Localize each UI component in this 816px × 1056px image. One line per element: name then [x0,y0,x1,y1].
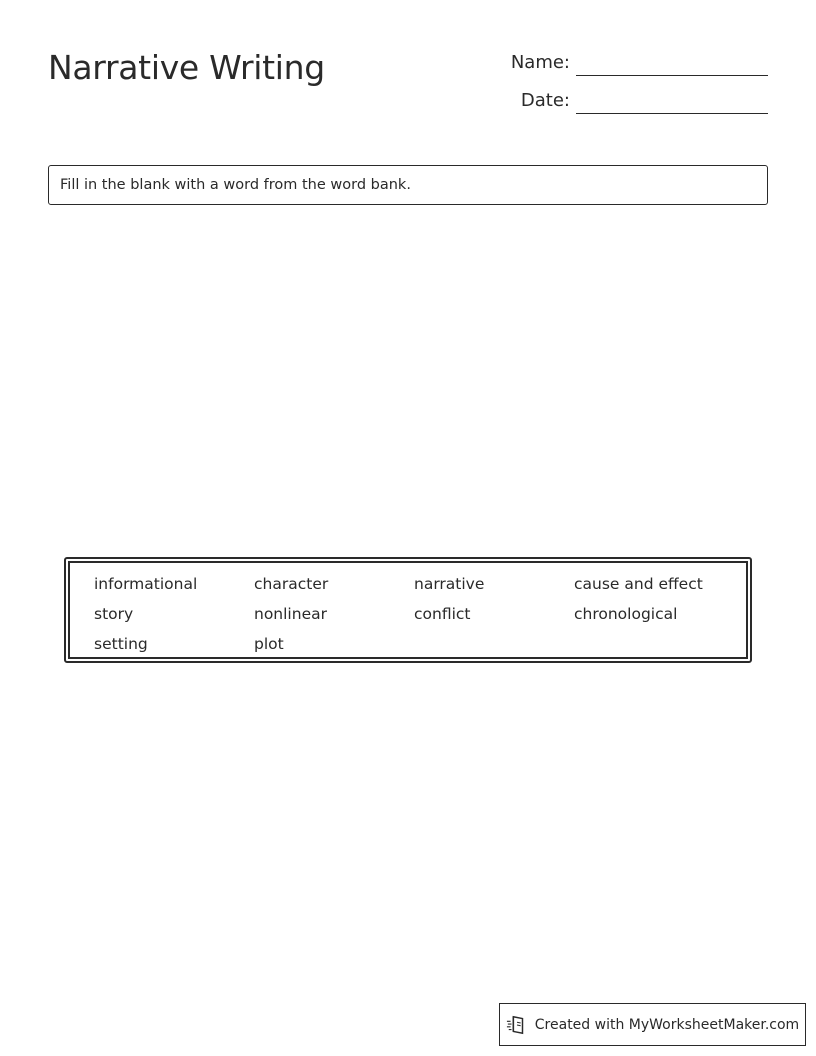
date-label: Date: [520,90,570,111]
word-bank-item: chronological [574,605,678,623]
word-bank-item: setting [94,635,148,653]
word-bank-item: story [94,605,134,623]
word-bank-item: plot [254,635,284,653]
word-bank [64,557,752,663]
word-bank-grid [68,561,748,659]
name-label: Name: [510,52,570,73]
book-icon [506,1014,528,1036]
word-bank-item: informational [94,575,198,593]
word-bank-item: character [254,575,329,593]
word-bank-item: conflict [414,605,471,623]
date-field [521,90,768,112]
name-field [511,52,768,74]
word-bank-item: cause and effect [574,575,703,593]
footer-text: Created with MyWorksheetMaker.com [534,1016,800,1033]
date-blank-line[interactable] [576,113,768,114]
instructions-box [48,165,768,205]
footer-credit[interactable] [499,1003,806,1046]
page-title: Narrative Writing [48,48,325,87]
word-bank-item: narrative [414,575,485,593]
name-blank-line[interactable] [576,75,768,76]
instructions-text: Fill in the blank with a word from the word bank. [60,177,411,193]
word-bank-item: nonlinear [254,605,327,623]
